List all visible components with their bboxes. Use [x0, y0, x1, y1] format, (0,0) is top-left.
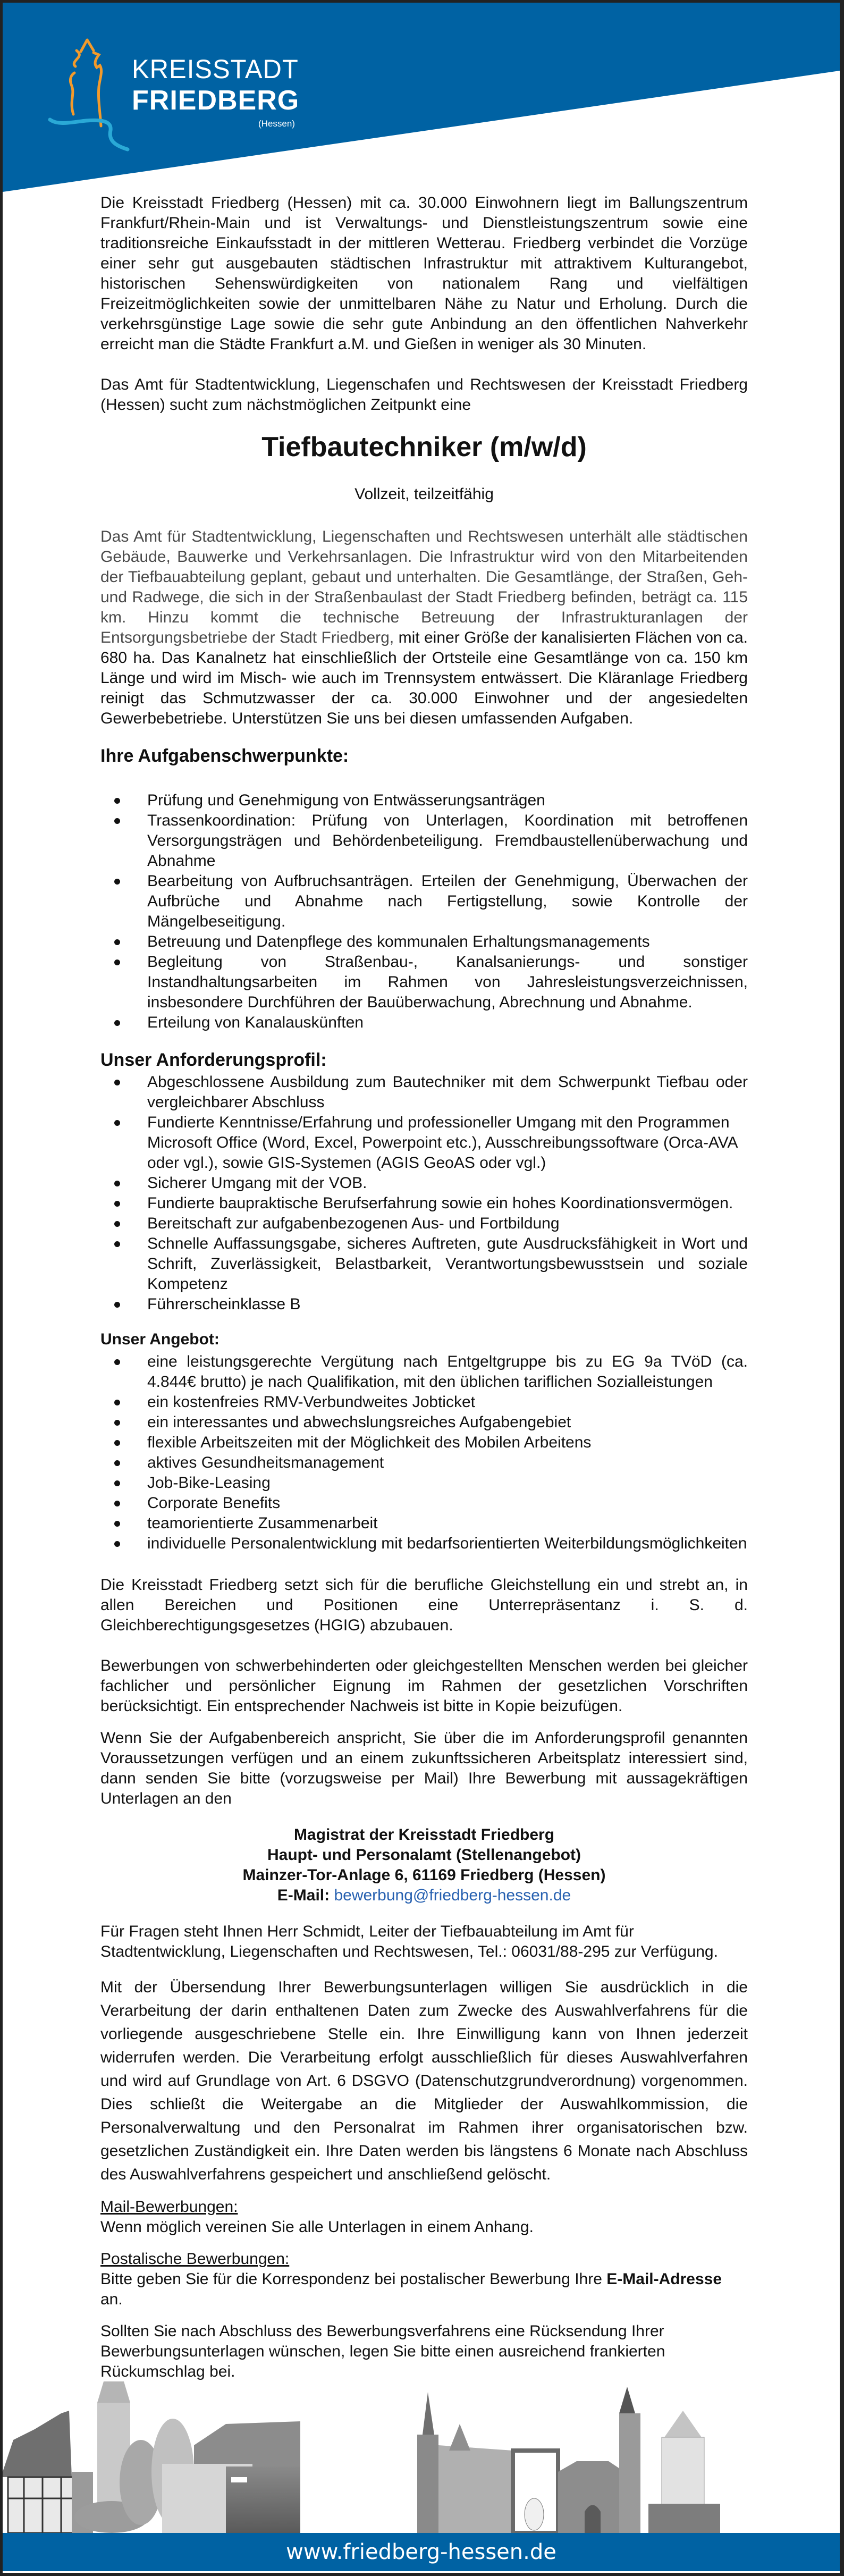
contact-email-line	[100, 1885, 748, 1906]
tasks-heading: Ihre Aufgabenschwerpunkte:	[100, 746, 349, 766]
postal-applications: Postalische Bewerbungen: Bitte geben Sie für die Korrespondenz bei postalischer Bewerbung Ihre E-Mail-Adresse an.	[100, 2250, 722, 2308]
department-intro: Das Amt für Stadtentwicklung, Liegenschafen und Rechtswesen der Kreisstadt Friedberg (Hessen) sucht zum nächstmöglichen Zeitpunkt eine	[100, 376, 748, 414]
bullet-icon	[114, 879, 120, 885]
logo-text-hessen: (Hessen)	[258, 119, 295, 129]
list-item: Erteilung von Kanalauskünften	[100, 1013, 748, 1033]
list-item: Schnelle Auffassungsgabe, sicheres Auftreten, gute Ausdrucksfähigkeit in Wort und Schrift, Zuverlässigkeit, Belastbarkeit, Verantwortungsbewusstsein und soziale Kompetenz	[100, 1234, 748, 1294]
mail-applications-text: Wenn möglich vereinen Sie alle Unterlagen in einem Anhang.	[100, 2218, 534, 2236]
list-item: aktives Gesundheitsmanagement	[100, 1453, 748, 1473]
bullet-icon	[114, 1181, 120, 1186]
contact-department: Haupt- und Personalamt (Stellenangebot)	[267, 1846, 581, 1864]
list-item: Betreuung und Datenpflege des kommunalen Erhaltungsmanagements	[100, 932, 748, 952]
list-item: flexible Arbeitszeiten mit der Möglichkeit des Mobilen Arbeitens	[100, 1433, 748, 1453]
list-item: Prüfung und Genehmigung von Entwässerungsanträgen	[100, 790, 748, 811]
equality-statement: Die Kreisstadt Friedberg setzt sich für die berufliche Gleichstellung ein und strebt an, in allen Bereichen und Positionen eine Unterrepräsentanz i. S. d. Gleichberechtigungsgesetzes (HGIG) abzubauen.	[100, 1576, 748, 1634]
offer-list	[100, 1352, 748, 1554]
job-employment-type: Vollzeit, teilzeitfähig	[355, 485, 494, 503]
list-item: eine leistungsgerechte Vergütung nach Entgeltgruppe bis zu EG 9a TVöD (ca. 4.844€ brutto) je nach Qualifikation, mit den üblichen tariflichen Sozialleistungen	[100, 1352, 748, 1392]
email-address-emphasis: E-Mail-Adresse	[606, 2270, 722, 2288]
bullet-icon	[114, 1080, 120, 1085]
bullet-icon	[114, 818, 120, 824]
list-item: Fundierte baupraktische Berufserfahrung sowie ein hohes Koordinationsvermögen.	[100, 1193, 748, 1214]
job-title: Tiefbautechniker (m/w/d)	[261, 432, 587, 462]
application-instructions: Wenn Sie der Aufgabenbereich anspricht, Sie über die im Anforderungsprofil genannten Voraussetzungen verfügen und an einem zukunftssicheren Arbeitsplatz interessiert sind, dann senden Sie bitte (vorzugsweise per Mail) Ihre Bewerbung mit aussagekräftigen Unterlagen an den	[100, 1729, 748, 1807]
list-item: Führerscheinklasse B	[100, 1294, 748, 1315]
list-item: Trassenkoordination: Prüfung von Unterlagen, Koordination mit betroffenen Versorgungsträgen und Behördenbeteiligung. Fremdbaustellenüberwachung und Abnahme	[100, 811, 748, 871]
mail-applications-label: Mail-Bewerbungen:	[100, 2198, 238, 2216]
bullet-icon	[114, 1541, 120, 1547]
job-posting-page	[3, 3, 840, 2573]
list-item: Sicherer Umgang mit der VOB.	[100, 1173, 748, 1193]
list-item: Job-Bike-Leasing	[100, 1473, 748, 1493]
description-black-text: mit einer Größe der kanalisierten Flächen von ca. 680 ha. Das Kanalnetz hat einschließlich der Ortsteile eine Gesamtlänge von ca. 150 km Länge und wird im Misch- wie auch im Trennsystem entwässert. Die Kläranlage Friedberg reinigt das Schmutzwasser der ca. 30.000 Einwohner und der angesiedelten Gewerbebetriebe. Unterstützen Sie uns bei diesen umfassenden Aufgaben.	[100, 629, 748, 727]
department-description	[100, 527, 748, 729]
bullet-icon	[114, 959, 120, 965]
bullet-icon	[114, 1201, 120, 1207]
bullet-icon	[114, 1020, 120, 1026]
list-item: individuelle Personalentwicklung mit bedarfsorientierten Weiterbildungsmöglichkeiten	[100, 1534, 748, 1554]
list-item: Fundierte Kenntnisse/Erfahrung und professioneller Umgang mit den Programmen Microsoft Office (Word, Excel, Powerpoint etc.), Ausschreibungssoftware (Orca-AVA oder vgl.), sowie GIS-Systemen (AGIS GeoAS oder vgl.)	[100, 1113, 748, 1173]
list-item: Corporate Benefits	[100, 1493, 748, 1513]
list-item: Abgeschlossene Ausbildung zum Bautechniker mit dem Schwerpunkt Tiefbau oder vergleichbarer Abschluss	[100, 1072, 748, 1113]
contact-address	[100, 1825, 748, 1906]
disability-statement: Bewerbungen von schwerbehinderten oder gleichgestellten Menschen werden bei gleicher fachlicher und persönlicher Eignung im Rahmen der gesetzlichen Vorschriften berücksichtigt. Ein entsprechender Nachweis ist bitte in Kopie beizufügen.	[100, 1657, 748, 1715]
list-item: Bereitschaft zur aufgabenbezogenen Aus- und Fortbildung	[100, 1214, 748, 1234]
bullet-icon	[114, 1460, 120, 1466]
contact-street: Mainzer-Tor-Anlage 6, 61169 Friedberg (Hessen)	[242, 1866, 606, 1884]
email-label: E-Mail:	[277, 1887, 334, 1904]
list-item: teamorientierte Zusammenarbeit	[100, 1513, 748, 1534]
bullet-icon	[114, 939, 120, 945]
logo-text-kreisstadt: KREISSTADT	[132, 54, 299, 84]
tasks-list	[100, 790, 748, 1033]
bullet-icon	[114, 1359, 120, 1365]
bullet-icon	[114, 1480, 120, 1486]
bullet-icon	[114, 1420, 120, 1426]
requirements-heading: Unser Anforderungsprofil:	[100, 1050, 327, 1070]
bullet-icon	[114, 1521, 120, 1527]
skyline-illustration	[3, 2371, 840, 2533]
description-gray-text: Das Amt für Stadtentwicklung, Liegenschaften und Rechtswesen unterhält alle städtischen Gebäude, Bauwerke und Verkehrsanlagen. Die Infrastruktur wird von den Mitarbeitenden der Tiefbauabteilung geplant, gebaut und unterhalten. Die Gesamtlänge, der Straßen, Geh- und Radwege, die sich in der Straßenbaulast der Stadt Friedberg befinden, beträgt ca. 115 km. Hinzu kommt die technische Betreuung der Infrastrukturanlagen der Entsorgungsbetriebe der Stadt Friedberg,	[100, 528, 748, 646]
requirements-list	[100, 1072, 748, 1315]
logo-text-friedberg: FRIEDBERG	[132, 85, 300, 116]
posting-body	[100, 193, 748, 2402]
questions-note: Für Fragen steht Ihnen Herr Schmidt, Leiter der Tiefbauabteilung im Amt für Stadtentwicklung, Liegenschaften und Rechtswesen, Tel.: 06031/88-295 zur Verfügung.	[100, 1923, 718, 1960]
mail-applications	[100, 2197, 748, 2237]
bullet-icon	[114, 1241, 120, 1247]
postal-applications-label: Postalische Bewerbungen:	[100, 2250, 290, 2268]
privacy-notice: Mit der Übersendung Ihrer Bewerbungsunterlagen willigen Sie ausdrücklich in die Verarbeitung der darin enthaltenen Daten zum Zwecke des Auswahlverfahrens für die vorliegende ausgeschriebene Stelle ein. Ihre Einwilligung kann von Ihnen jederzeit widerrufen werden. Die Verarbeitung erfolgt ausschließlich für dieses Auswahlverfahren und wird auf Grundlage von Art. 6 DSGVO (Datenschutzgrundverordnung) vorgenommen. Dies schließt die Weitergabe an die Mitglieder der Auswahlkommission, die Personalverwaltung und den Personalrat im Rahmen ihrer organisatorischen bzw. gesetzlichen Zuständigkeit ein. Ihre Daten werden bis längstens 6 Monate nach Abschluss des Auswahlverfahrens gespeichert und anschließend gelöscht.	[100, 1979, 748, 2183]
return-note: Sollten Sie nach Abschluss des Bewerbungsverfahrens eine Rücksendung Ihrer Bewerbungsunterlagen wünschen, legen Sie bitte einen ausreichend frankierten Rückumschlag bei.	[100, 2322, 665, 2380]
bullet-icon	[114, 1400, 120, 1405]
bullet-icon	[114, 1221, 120, 1227]
list-item: ein interessantes und abwechslungsreiches Aufgabengebiet	[100, 1412, 748, 1433]
bullet-icon	[114, 1501, 120, 1506]
intro-paragraph: Die Kreisstadt Friedberg (Hessen) mit ca. 30.000 Einwohnern liegt im Ballungszentrum Frankfurt/Rhein-Main und ist Verwaltungs- und Dienstleistungszentrum sowie eine traditionsreiche Einkaufsstadt in der mittleren Wetterau. Friedberg verbindet die Vorzüge einer sehr gut ausgebauten städtischen Infrastruktur mit attraktivem Kulturangebot, historischen Sehenswürdigkeiten von nationalem Rang und vielfältigen Freizeitmöglichkeiten sowie der unmittelbaren Nähe zu Natur und Erholung. Durch die verkehrsgünstige Lage sowie die sehr gute Anbindung an den öffentlichen Nahverkehr erreicht man die Städte Frankfurt a.M. und Gießen in weniger als 30 Minuten.	[100, 194, 748, 353]
kreisstadt-friedberg-logo	[48, 36, 314, 153]
bullet-icon	[114, 1120, 120, 1126]
friedberg-landmarks-skyline-image	[3, 2371, 840, 2533]
website-link-bar[interactable]: www.friedberg-hessen.de	[3, 2533, 840, 2571]
list-item: Begleitung von Straßenbau-, Kanalsanierungs- und sonstiger Instandhaltungsarbeiten im Rahmen von Jahresleistungsverzeichnissen, insbesondere Durchführen der Bauüberwachung, Abrechnung und Abnahme.	[100, 952, 748, 1013]
offer-heading: Unser Angebot:	[100, 1331, 220, 1348]
bullet-icon	[114, 1440, 120, 1446]
bullet-icon	[114, 798, 120, 804]
list-item: Bearbeitung von Aufbruchsanträgen. Erteilen der Genehmigung, Überwachen der Aufbrüche und Abnahme nach Fertigstellung, sowie Kontrolle der Mängelbeseitigung.	[100, 871, 748, 932]
bullet-icon	[114, 1302, 120, 1308]
list-item: ein kostenfreies RMV-Verbundweites Jobticket	[100, 1392, 748, 1412]
email-link[interactable]: bewerbung@friedberg-hessen.de	[334, 1887, 571, 1904]
contact-organization: Magistrat der Kreisstadt Friedberg	[293, 1826, 555, 1843]
